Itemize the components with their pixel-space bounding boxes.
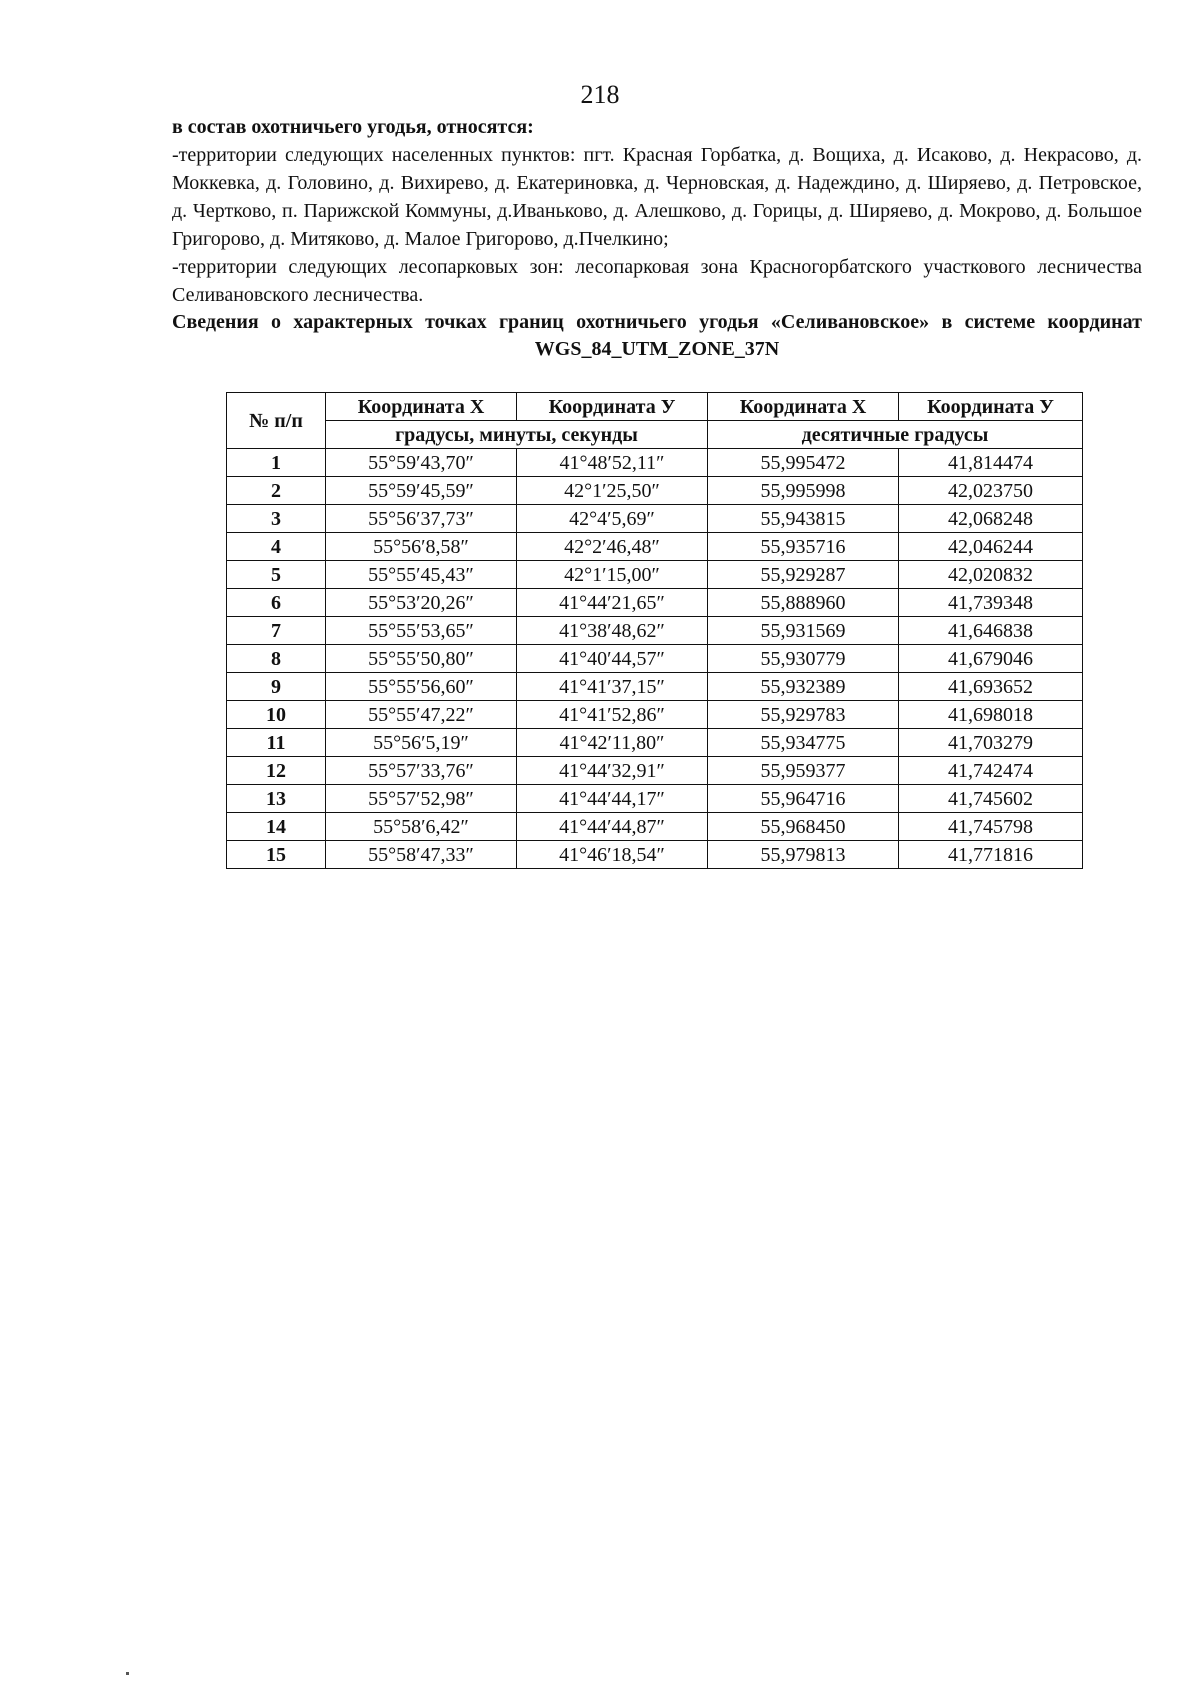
coord-y-dms-cell: 41°44′21,65″ bbox=[517, 589, 708, 617]
coord-x-dms-cell: 55°57′33,76″ bbox=[326, 757, 517, 785]
coord-y-dms-cell: 41°41′52,86″ bbox=[517, 701, 708, 729]
table-row bbox=[227, 561, 1083, 589]
forest-zones-paragraph: -территории следующих лесопарковых зон: лесопарковая зона Красногорбатского участкового лесничества Селивановского лесничества. bbox=[172, 256, 1142, 306]
table-row bbox=[227, 729, 1083, 757]
coord-y-dms-cell: 41°44′32,91″ bbox=[517, 757, 708, 785]
table-row bbox=[227, 673, 1083, 701]
coord-y-dms-cell: 41°42′11,80″ bbox=[517, 729, 708, 757]
header-group-decimal: десятичные градусы bbox=[708, 421, 1083, 449]
coord-x-dms-cell: 55°57′52,98″ bbox=[326, 785, 517, 813]
coord-x-dms-cell: 55°56′8,58″ bbox=[326, 533, 517, 561]
coord-x-decimal-cell: 55,995998 bbox=[708, 477, 899, 505]
table-row bbox=[227, 617, 1083, 645]
coord-x-dms-cell: 55°55′56,60″ bbox=[326, 673, 517, 701]
table-row bbox=[227, 645, 1083, 673]
coord-y-decimal-cell: 41,742474 bbox=[899, 757, 1083, 785]
coord-x-decimal-cell: 55,959377 bbox=[708, 757, 899, 785]
coord-x-dms-cell: 55°56′37,73″ bbox=[326, 505, 517, 533]
row-number-cell: 4 bbox=[227, 533, 326, 561]
intro-heading: в состав охотничьего угодья, относятся: bbox=[172, 116, 534, 138]
coord-x-decimal-cell: 55,935716 bbox=[708, 533, 899, 561]
coord-x-decimal-cell: 55,964716 bbox=[708, 785, 899, 813]
table-row bbox=[227, 533, 1083, 561]
coord-x-decimal-cell: 55,929783 bbox=[708, 701, 899, 729]
header-coord-x-decimal: Координата Х bbox=[708, 393, 899, 421]
table-row bbox=[227, 813, 1083, 841]
row-number-cell: 5 bbox=[227, 561, 326, 589]
table-title: Сведения о характерных точках границ охотничьего угодья «Селивановское» в системе координат WGS_84_UTM_ZONE_37N bbox=[172, 311, 1142, 360]
coord-y-decimal-cell: 42,068248 bbox=[899, 505, 1083, 533]
table-row bbox=[227, 505, 1083, 533]
scan-dot bbox=[126, 1672, 129, 1675]
coord-y-decimal-cell: 42,020832 bbox=[899, 561, 1083, 589]
header-subrow bbox=[227, 421, 1083, 449]
coord-y-decimal-cell: 41,739348 bbox=[899, 589, 1083, 617]
coord-y-dms-cell: 41°38′48,62″ bbox=[517, 617, 708, 645]
row-number-cell: 15 bbox=[227, 841, 326, 869]
table-row bbox=[227, 785, 1083, 813]
settlements-paragraph: -территории следующих населенных пунктов: пгт. Красная Горбатка, д. Вощиха, д. Исаково, д. Некрасово, д. Моккевка, д. Головино, д. Вихирево, д. Екатериновка, д. Черновская, д. Надеждино, д. Ширяево, д. Петровское, д. Чертково, п. Парижской Коммуны, д.Иваньково, д. Алешково, д. Горицы, д. Ширяево, д. Мокрово, д. Большое Григорово, д. Митяково, д. Малое Григорово, д.Пчелкино; bbox=[172, 144, 1142, 250]
coord-x-decimal-cell: 55,888960 bbox=[708, 589, 899, 617]
table-row bbox=[227, 589, 1083, 617]
coord-y-dms-cell: 41°44′44,87″ bbox=[517, 813, 708, 841]
coordinates-table-body bbox=[227, 449, 1083, 869]
coord-x-dms-cell: 55°59′43,70″ bbox=[326, 449, 517, 477]
coord-x-decimal-cell: 55,932389 bbox=[708, 673, 899, 701]
coord-y-dms-cell: 41°44′44,17″ bbox=[517, 785, 708, 813]
document-text bbox=[172, 113, 1142, 363]
coord-x-dms-cell: 55°58′47,33″ bbox=[326, 841, 517, 869]
row-number-cell: 11 bbox=[227, 729, 326, 757]
row-number-cell: 14 bbox=[227, 813, 326, 841]
header-coord-y-decimal: Координата У bbox=[899, 393, 1083, 421]
coord-y-decimal-cell: 41,646838 bbox=[899, 617, 1083, 645]
row-number-cell: 9 bbox=[227, 673, 326, 701]
header-coord-y-dms: Координата У bbox=[517, 393, 708, 421]
row-number-cell: 6 bbox=[227, 589, 326, 617]
coord-y-decimal-cell: 41,814474 bbox=[899, 449, 1083, 477]
header-coord-x-dms: Координата Х bbox=[326, 393, 517, 421]
coordinates-table-header bbox=[227, 393, 1083, 449]
coord-x-dms-cell: 55°58′6,42″ bbox=[326, 813, 517, 841]
row-number-cell: 7 bbox=[227, 617, 326, 645]
coord-y-decimal-cell: 41,703279 bbox=[899, 729, 1083, 757]
page-number: 218 bbox=[580, 80, 620, 109]
header-row bbox=[227, 393, 1083, 421]
table-row bbox=[227, 477, 1083, 505]
row-number-cell: 8 bbox=[227, 645, 326, 673]
coord-y-decimal-cell: 41,693652 bbox=[899, 673, 1083, 701]
coord-y-decimal-cell: 41,745798 bbox=[899, 813, 1083, 841]
header-group-dms: градусы, минуты, секунды bbox=[326, 421, 708, 449]
coord-x-decimal-cell: 55,995472 bbox=[708, 449, 899, 477]
coord-x-dms-cell: 55°55′45,43″ bbox=[326, 561, 517, 589]
row-number-cell: 12 bbox=[227, 757, 326, 785]
coord-y-dms-cell: 42°4′5,69″ bbox=[517, 505, 708, 533]
coordinates-table bbox=[226, 392, 1083, 869]
coord-x-decimal-cell: 55,934775 bbox=[708, 729, 899, 757]
table-row bbox=[227, 701, 1083, 729]
coord-x-decimal-cell: 55,943815 bbox=[708, 505, 899, 533]
row-number-cell: 3 bbox=[227, 505, 326, 533]
coord-y-decimal-cell: 41,679046 bbox=[899, 645, 1083, 673]
coord-x-decimal-cell: 55,930779 bbox=[708, 645, 899, 673]
coord-y-dms-cell: 42°1′15,00″ bbox=[517, 561, 708, 589]
coord-y-dms-cell: 41°46′18,54″ bbox=[517, 841, 708, 869]
coord-x-decimal-cell: 55,929287 bbox=[708, 561, 899, 589]
row-number-cell: 13 bbox=[227, 785, 326, 813]
coord-x-dms-cell: 55°55′50,80″ bbox=[326, 645, 517, 673]
coord-x-dms-cell: 55°53′20,26″ bbox=[326, 589, 517, 617]
row-number-cell: 1 bbox=[227, 449, 326, 477]
coord-x-dms-cell: 55°56′5,19″ bbox=[326, 729, 517, 757]
table-row bbox=[227, 841, 1083, 869]
row-number-cell: 10 bbox=[227, 701, 326, 729]
row-number-cell: 2 bbox=[227, 477, 326, 505]
header-num: № п/п bbox=[227, 393, 326, 449]
coord-y-decimal-cell: 42,023750 bbox=[899, 477, 1083, 505]
coord-x-dms-cell: 55°55′47,22″ bbox=[326, 701, 517, 729]
coord-y-dms-cell: 41°40′44,57″ bbox=[517, 645, 708, 673]
coord-y-dms-cell: 41°41′37,15″ bbox=[517, 673, 708, 701]
table-row bbox=[227, 449, 1083, 477]
coord-y-decimal-cell: 41,698018 bbox=[899, 701, 1083, 729]
coord-x-decimal-cell: 55,979813 bbox=[708, 841, 899, 869]
coord-y-decimal-cell: 41,745602 bbox=[899, 785, 1083, 813]
coord-x-dms-cell: 55°55′53,65″ bbox=[326, 617, 517, 645]
coord-y-decimal-cell: 42,046244 bbox=[899, 533, 1083, 561]
coord-x-decimal-cell: 55,931569 bbox=[708, 617, 899, 645]
coord-y-dms-cell: 42°2′46,48″ bbox=[517, 533, 708, 561]
coord-y-decimal-cell: 41,771816 bbox=[899, 841, 1083, 869]
coord-y-dms-cell: 42°1′25,50″ bbox=[517, 477, 708, 505]
table-row bbox=[227, 757, 1083, 785]
coord-x-dms-cell: 55°59′45,59″ bbox=[326, 477, 517, 505]
coord-y-dms-cell: 41°48′52,11″ bbox=[517, 449, 708, 477]
coord-x-decimal-cell: 55,968450 bbox=[708, 813, 899, 841]
